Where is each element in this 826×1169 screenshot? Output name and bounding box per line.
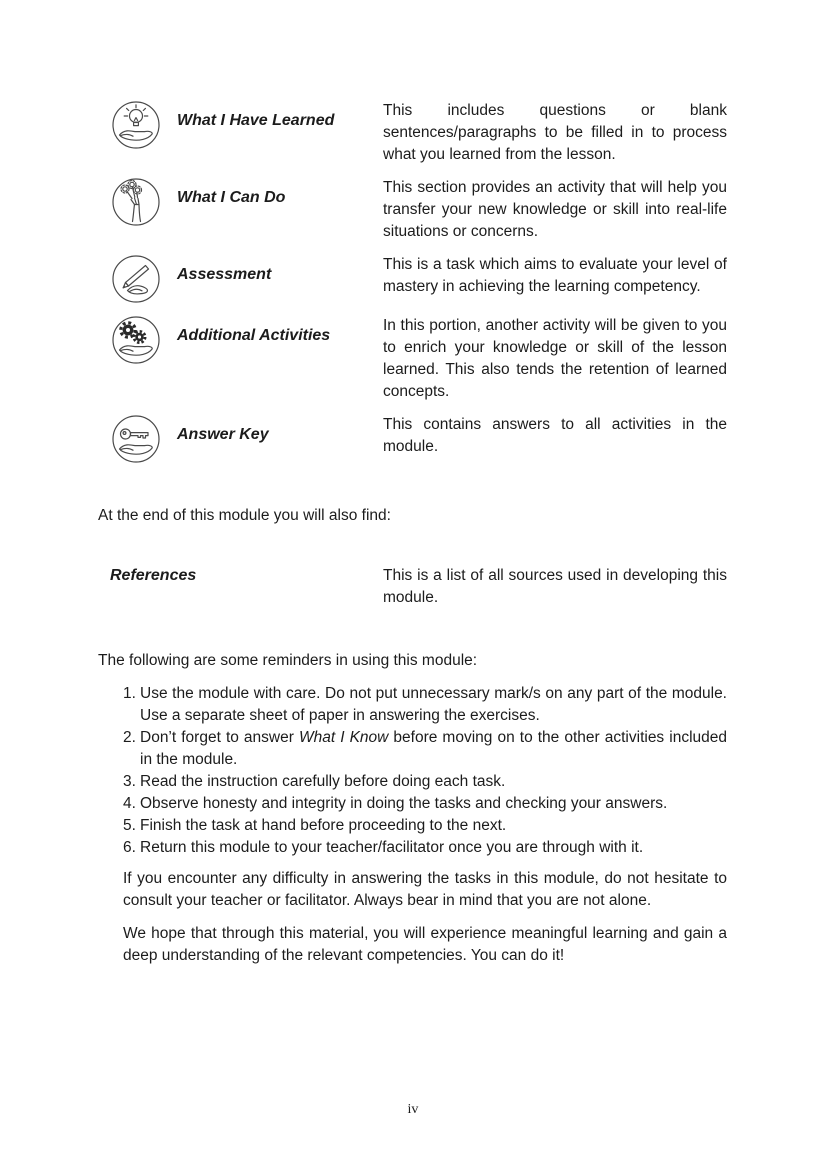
- list-item-text: Observe honesty and integrity in doing the tasks and checking your answers.: [140, 795, 668, 812]
- section-label: Additional Activities: [177, 327, 331, 344]
- list-item-number: 4.: [123, 795, 136, 812]
- list-item-text: Finish the task at hand before proceeding to the next.: [140, 817, 507, 834]
- hand-flowers-icon: [98, 177, 177, 227]
- list-item-number: 3.: [123, 773, 136, 790]
- list-item-number: 6.: [123, 839, 136, 856]
- section-description: This section provides an activity that will help you transfer your new knowledge or skill into real-life situations or concerns.: [383, 179, 727, 240]
- closing-paragraph: If you encounter any difficulty in answering the tasks in this module, do not hesitate to consult your teacher or facilitator. Always bear in mind that you are not alone.: [123, 870, 727, 909]
- hand-gears-icon: [98, 315, 177, 365]
- section-row-additional-activities: [98, 315, 727, 403]
- page-number: iv: [407, 1102, 419, 1117]
- section-row-answer-key: [98, 414, 727, 464]
- list-item-number: 2.: [123, 729, 136, 746]
- references-row: [98, 565, 727, 609]
- section-row-what-i-have-learned: [98, 100, 727, 166]
- list-item-text: Read the instruction carefully before doing each task.: [140, 773, 506, 790]
- page-content: [98, 100, 727, 967]
- references-description: This is a list of all sources used in developing this module.: [383, 567, 727, 606]
- list-item: [123, 683, 727, 727]
- reminders-list: [98, 683, 727, 859]
- section-description: This is a task which aims to evaluate your level of mastery in achieving the learning competency.: [383, 256, 727, 295]
- hand-lightbulb-icon: [98, 100, 177, 150]
- list-item-number: 5.: [123, 817, 136, 834]
- list-item-text: Return this module to your teacher/facilitator once you are through with it.: [140, 839, 644, 856]
- list-item: [123, 771, 727, 793]
- list-item-text: Don’t forget to answer What I Know before moving on to the other activities included in the module.: [140, 729, 727, 768]
- list-item: [123, 793, 727, 815]
- section-row-assessment: [98, 254, 727, 304]
- list-item: [123, 837, 727, 859]
- hand-pen-icon: [98, 254, 177, 304]
- reminders-intro: The following are some reminders in using this module:: [98, 652, 478, 669]
- section-row-what-i-can-do: [98, 177, 727, 243]
- section-description: This includes questions or blank sentences/paragraphs to be filled in to process what you learned from the lesson.: [383, 102, 727, 163]
- section-description: In this portion, another activity will be given to you to enrich your knowledge or skill of the lesson learned. This also tends the retention of learned concepts.: [383, 317, 727, 400]
- list-item: [123, 815, 727, 837]
- section-label: What I Can Do: [177, 189, 286, 206]
- section-label: Assessment: [177, 266, 272, 283]
- list-item-number: 1.: [123, 685, 136, 702]
- hand-key-icon: [98, 414, 177, 464]
- section-label: What I Have Learned: [177, 112, 335, 129]
- references-label: References: [110, 567, 197, 584]
- section-label: Answer Key: [177, 426, 269, 443]
- list-item: [123, 727, 727, 771]
- closing-paragraph: We hope that through this material, you will experience meaningful learning and gain a deep understanding of the relevant competencies. You can do it!: [123, 925, 727, 964]
- mid-line-text: At the end of this module you will also find:: [98, 507, 391, 524]
- section-description: This contains answers to all activities in the module.: [383, 416, 727, 455]
- list-item-text: Use the module with care. Do not put unnecessary mark/s on any part of the module. Use a separate sheet of paper in answering the exercises.: [140, 685, 727, 724]
